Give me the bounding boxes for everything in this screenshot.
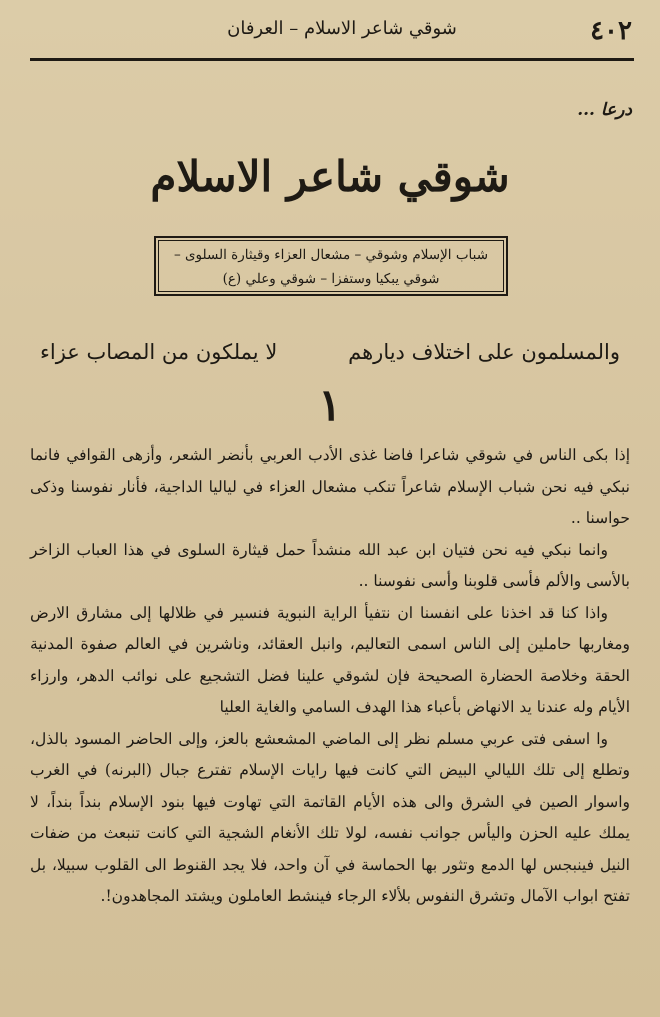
section-number: ١ bbox=[318, 380, 342, 431]
verse-first-hemistich: والمسلمون على اختلاف ديارهم bbox=[348, 340, 620, 364]
article-body bbox=[30, 440, 630, 913]
summary-box bbox=[154, 236, 508, 296]
summary-inner bbox=[158, 240, 504, 292]
paragraph: وا اسفى فتى عربي مسلم نظر إلى الماضي المشعشع بالعز، وإلى الحاضر المسود بالذل، وتطلع إلى تلك الليالي البيض التي كانت فيها رايات الإسلام تفترع جبال (البرنه) في الغرب واسوار الصين في الشرق والى هذه الأيام القاتمة التي تهاوت فيها بنود الإسلام بنداً بنداً، لا يملك عليه الحزن واليأس جوانب نفسه، لولا تلك الأنغام الشجية التي كانت تنبعث من ضفات النيل فينبجس لها الدمع وتثور بها الحماسة في آن واحد، فلا يجد القنوط الى القلوب سبيلا، بل تفتح ابواب الآمال وتشرق النفوس بلألاء الرجاء فينشط العاملون ويشتد المجاهدون!. bbox=[30, 729, 630, 905]
summary-line-2: شوقي يبكيا وستفزا – شوقي وعلي (ع) bbox=[222, 271, 440, 287]
paragraph: وانما نبكي فيه نحن فتيان ابن عبد الله منشداً حمل قيثارة السلوى في هذا العباب الزاخر بالأسى والألم فأسى قلوبنا وأسى نفوسنا .. bbox=[30, 540, 630, 590]
paragraph: إذا بكى الناس في شوقي شاعرا فاضا غذى الأدب العربي بأنضر الشعر، وأزهى القوافي فانما نبكي فيه نحن شباب الإسلام شاعراً تنكب مشعال العزاء في لياليا الداجية، فأنار نفوسنا وذكى حواسنا .. bbox=[30, 446, 630, 527]
article-title: شوقي شاعر الاسلام bbox=[150, 152, 510, 201]
header-rule bbox=[30, 58, 634, 61]
running-title: شوقي شاعر الاسلام – العرفان bbox=[227, 18, 457, 39]
dateline: درعا ... bbox=[577, 100, 632, 120]
summary-line-1: شباب الإسلام وشوقي – مشعال العزاء وقيثارة السلوى – bbox=[173, 247, 489, 263]
page-number: ٤٠٢ bbox=[590, 16, 632, 46]
paragraph: واذا كنا قد اخذنا على انفسنا ان نتفيأ الراية النبوية فنسير في ظلالها إلى مشارق الارض ومغاربها حاملين إلى الناس اسمى التعاليم، وانبل العقائد، وناشرين في العالم صفوة المدنية الحقة وخلاصة الحضارة الصحيحة فإن لشوقي علينا فضل التشجيع على نوائب الدهر، وارزاء الأيام وله عندنا يد الانهاض بأعباء هذا الهدف السامي والغاية العليا bbox=[30, 603, 630, 716]
epigraph-verse bbox=[40, 340, 620, 370]
page-header bbox=[30, 14, 632, 54]
verse-second-hemistich: لا يملكون من المصاب عزاء bbox=[40, 340, 278, 364]
